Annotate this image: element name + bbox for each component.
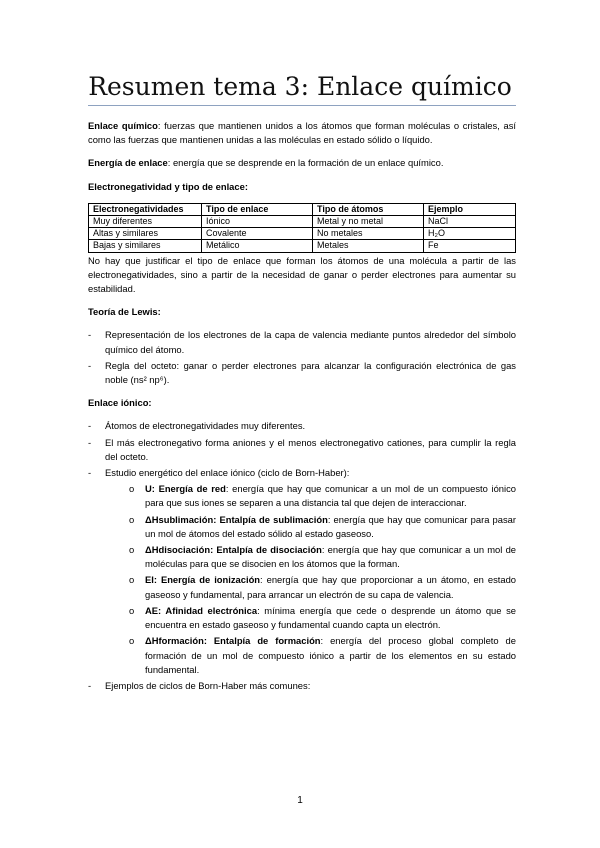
term: ΔHdisociación: Entalpía de disociación [145, 544, 322, 556]
term: ΔHformación: Entalpía de formación [145, 635, 321, 647]
list-item-text: Estudio energético del enlace iónico (ciclo de Born-Haber): [105, 467, 350, 479]
table-header-row [89, 203, 516, 215]
definition-text: : energía que hay que comunicar a un mol de un compuesto iónico para que sus iones se separen a una distancia tal que dejen de interaccionar. [145, 483, 517, 509]
term: Energía de enlace [88, 157, 168, 169]
term: AE: Afinidad electrónica [145, 604, 258, 616]
term: EI: Energía de ionización [145, 574, 261, 586]
definition-text: : fuerzas que mantienen unidos a los átomos que forman moléculas o cristales, así como las fuerzas que mantienen unidas a las moléculas en estado sólido o líquido. [88, 120, 516, 146]
table-cell: H₂O [424, 228, 516, 240]
definition-text: : mínima energía que cede o desprende un átomo que se encuentra en estado gaseoso y fundamental cuando capta un electrón. [145, 604, 516, 631]
table-cell: Covalente [202, 228, 313, 240]
sublist-item [105, 513, 516, 541]
definition-text: : energía que se desprende en la formación de un enlace químico. [167, 157, 444, 169]
list-item [88, 466, 516, 677]
table-cell: Muy diferentes [89, 216, 202, 228]
definition-energia-enlace [88, 156, 516, 170]
term: Enlace químico [88, 120, 158, 131]
lewis-list [88, 328, 516, 387]
sublist-item [105, 604, 516, 632]
sublist-item [105, 482, 516, 510]
definition-enlace-quimico [88, 119, 516, 147]
definition-text: : energía que hay que comunicar para pasar un mol de átomos del estado sólido al estado gaseoso. [145, 513, 516, 539]
definition-text: : energía que hay que comunicar a un mol de moléculas para que se disocien en los átomos que la forman. [145, 544, 516, 570]
table-header-cell: Ejemplo [424, 203, 516, 215]
table-cell: No metales [313, 228, 424, 240]
table-row [89, 240, 516, 252]
page-number: 1 [297, 795, 303, 806]
title-underline [88, 105, 516, 106]
term: ΔHsublimación: Entalpía de sublimación [145, 513, 328, 525]
table-row [89, 216, 516, 228]
table-heading: Electronegatividad y tipo de enlace: [88, 180, 248, 192]
list-item: - Representación de los electrones de la capa de valencia mediante puntos alrededor del símbolo químico del átomo. [88, 328, 516, 356]
term: U: Energía de red [145, 483, 226, 495]
sublist-item [105, 634, 516, 677]
table-cell: Metal y no metal [313, 216, 424, 228]
definition-text: : energía del proceso global completo de formación de un mol de compuesto iónico a partir de los elementos en su estado fundamental. [145, 635, 516, 675]
list-item: - Regla del octeto: ganar o perder electrones para alcanzar la configuración electrónica de gas noble (ns² np⁶). [88, 359, 516, 387]
definition-text: : energía que hay que proporcionar a un átomo, en estado gaseoso y fundamental, para arrancar un electrón de su capa de valencia. [145, 574, 516, 600]
section-heading-lewis: Teoría de Lewis: [88, 306, 161, 318]
born-haber-sublist [105, 482, 516, 677]
table-cell: Metálico [202, 240, 313, 252]
list-item: - El más electronegativo forma aniones y el menos electronegativo cationes, para cumplir la regla del octeto. [88, 436, 516, 464]
table-cell: Bajas y similares [89, 240, 202, 252]
table-cell: Metales [313, 240, 424, 252]
table-cell: NaCl [424, 216, 516, 228]
ionic-list [88, 419, 516, 693]
table-header-cell: Electronegatividades [89, 203, 202, 215]
sublist-item [105, 573, 516, 601]
document-body [88, 119, 516, 702]
table-header-cell: Tipo de átomos [313, 203, 424, 215]
table-cell: Fe [424, 240, 516, 252]
electronegativity-table [88, 203, 516, 253]
page-title: Resumen tema 3: Enlace químico [88, 72, 512, 101]
list-item: - Átomos de electronegatividades muy diferentes. [88, 419, 516, 433]
sublist-item [105, 543, 516, 571]
section-heading-ionic: Enlace iónico: [88, 397, 152, 409]
list-item: - Ejemplos de ciclos de Born-Haber más comunes: [88, 679, 516, 693]
table-cell: Iónico [202, 216, 313, 228]
table-header-cell: Tipo de enlace [202, 203, 313, 215]
paragraph-justification: No hay que justificar el tipo de enlace que forman los átomos de una molécula a partir de las electronegatividades, sino a partir de la necesidad de ganar o perder electrones para aumentar su estabilidad. [88, 254, 516, 295]
table-cell: Altas y similares [89, 228, 202, 240]
table-row [89, 228, 516, 240]
